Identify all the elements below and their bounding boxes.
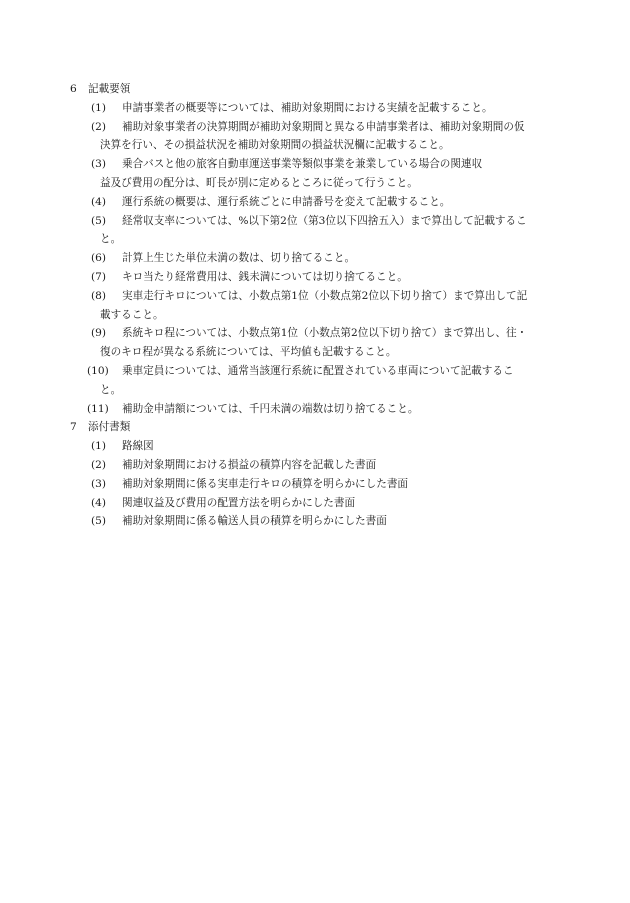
- list-item: [70, 249, 560, 268]
- item-number: (4): [91, 496, 107, 509]
- section-title: 記載要領: [88, 83, 131, 95]
- list-item: [70, 437, 560, 456]
- item-number: (7): [91, 270, 107, 283]
- item-text: 乗車定員については、通常当該運行系統に配置されている車両について記載するこ: [122, 364, 514, 377]
- list-item: [70, 324, 560, 362]
- item-number: (1): [91, 101, 107, 114]
- list-item: [70, 193, 560, 212]
- item-number: (9): [91, 327, 107, 340]
- item-text: 経常収支率については、%以下第2位（第3位以下四捨五入）まで算出して記載するこ: [122, 214, 527, 227]
- item-number: (5): [91, 515, 107, 528]
- item-text: キロ当たり経常費用は、銭未満については切り捨てること。: [122, 270, 408, 283]
- list-item: [70, 475, 560, 494]
- list-item: [70, 400, 560, 419]
- item-text: 計算上生じた単位未満の数は、切り捨てること。: [122, 252, 356, 265]
- item-number: (3): [91, 477, 107, 490]
- section-number: 6: [70, 83, 77, 95]
- item-text: 補助対象事業者の決算期間が補助対象期間と異なる申請事業者は、補助対象期間の仮: [122, 120, 525, 133]
- item-text: 補助金申請額については、千円未満の端数は切り捨てること。: [122, 402, 419, 415]
- item-text: 関連収益及び費用の配置方法を明らかにした書面: [122, 496, 356, 509]
- item-number: (8): [91, 289, 107, 302]
- section-number: 7: [70, 421, 77, 434]
- item-text: 乗合バスと他の旅客自動車運送事業等類似事業を兼業している場合の関連収: [122, 158, 483, 171]
- item-text-continuation: と。: [100, 233, 122, 246]
- item-number: (1): [91, 440, 107, 453]
- section-heading: [70, 80, 560, 99]
- item-text: 路線図: [122, 440, 154, 453]
- item-text: 補助対象期間に係る実車走行キロの積算を明らかにした書面: [122, 477, 409, 490]
- item-text: 申請事業者の概要等については、補助対象期間における実績を記載すること。: [122, 101, 493, 114]
- item-number: (4): [91, 195, 107, 208]
- item-number: (2): [91, 120, 107, 133]
- item-text-continuation: と。: [100, 383, 122, 396]
- list-item: [70, 362, 560, 400]
- list-item: [70, 494, 560, 513]
- item-text-continuation: 益及び費用の配分は、町長が別に定めるところに従って行うこと。: [100, 176, 418, 189]
- list-item: [70, 155, 560, 193]
- list-item: [70, 268, 560, 287]
- item-text: 運行系統の概要は、運行系統ごとに申請番号を変えて記載すること。: [122, 195, 451, 208]
- item-text: 系統キロ程については、小数点第1位（小数点第2位以下切り捨て）まで算出し、往・: [122, 327, 528, 340]
- item-text: 補助対象期間に係る輸送人員の積算を明らかにした書面: [122, 515, 387, 528]
- item-text-continuation: 載すること。: [100, 308, 164, 321]
- section-heading: [70, 418, 560, 437]
- item-text-continuation: 決算を行い、その損益状況を補助対象期間の損益状況欄に記載すること。: [100, 139, 450, 152]
- item-number: (6): [91, 252, 107, 265]
- list-item: [70, 287, 560, 325]
- document-body: [70, 80, 560, 531]
- item-text: 実車走行キロについては、小数点第1位（小数点第2位以下切り捨て）まで算出して記: [122, 289, 528, 302]
- item-number: (11): [87, 402, 109, 415]
- item-number: (3): [91, 158, 107, 171]
- list-item: [70, 118, 560, 156]
- item-number: (10): [87, 364, 109, 377]
- list-item: [70, 99, 560, 118]
- section-title: 添付書類: [88, 421, 131, 434]
- item-text-continuation: 復のキロ程が異なる系統については、平均値も記載すること。: [100, 346, 397, 359]
- list-item: [70, 512, 560, 531]
- list-item: [70, 212, 560, 250]
- item-text: 補助対象期間における損益の積算内容を記載した書面: [122, 458, 377, 471]
- list-item: [70, 456, 560, 475]
- item-number: (2): [91, 458, 107, 471]
- item-number: (5): [91, 214, 107, 227]
